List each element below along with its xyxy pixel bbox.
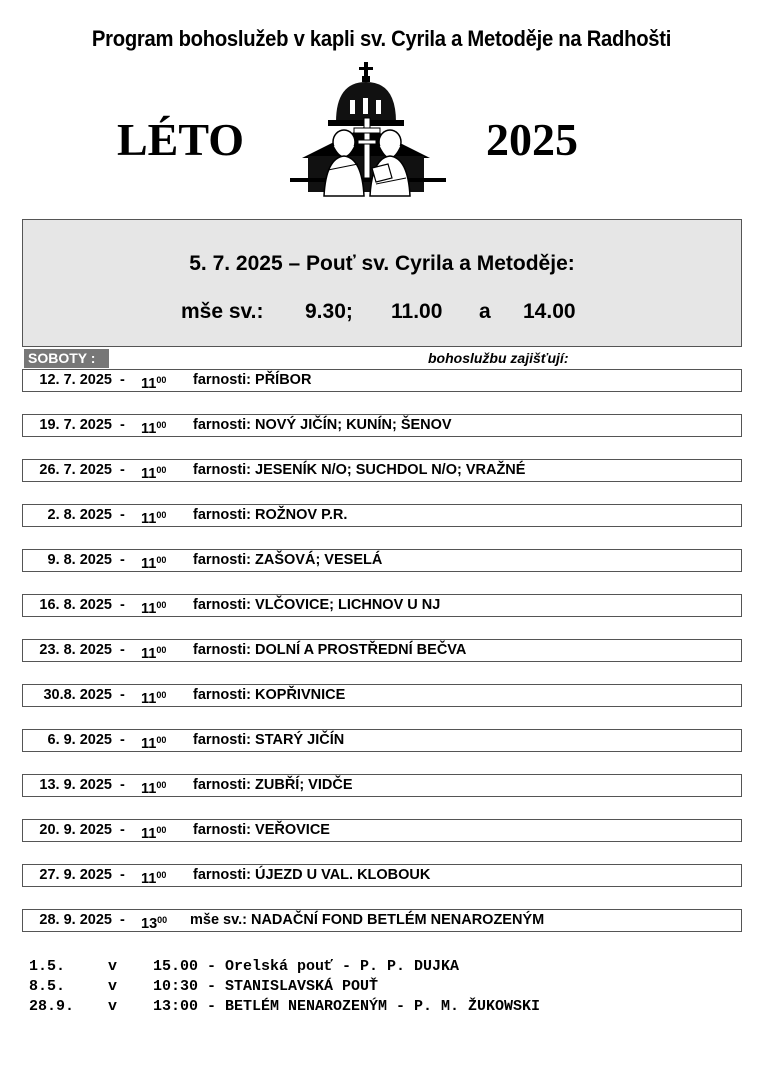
row-date: 26. 7. 2025 bbox=[39, 462, 112, 478]
schedule-row bbox=[22, 684, 742, 707]
chapel-saints-icon bbox=[288, 60, 448, 198]
row-minutes: 00 bbox=[156, 510, 167, 520]
row-minutes: 00 bbox=[156, 555, 167, 565]
row-dash: - bbox=[120, 777, 125, 793]
row-hour: 11 bbox=[141, 691, 157, 707]
row-time bbox=[141, 820, 166, 845]
row-minutes: 00 bbox=[156, 600, 167, 610]
page-title: Program bohoslužeb v kapli sv. Cyrila a Metoděje na Radhošti bbox=[91, 26, 672, 51]
row-parishes: farnosti: ÚJEZD U VAL. KLOBOUK bbox=[193, 867, 431, 883]
row-date: 23. 8. 2025 bbox=[39, 642, 112, 658]
row-hour: 11 bbox=[141, 511, 157, 527]
mass-time-2: 11.00 bbox=[391, 300, 443, 323]
schedule-row bbox=[22, 459, 742, 482]
row-date: 20. 9. 2025 bbox=[39, 822, 112, 838]
row-hour: 11 bbox=[141, 781, 157, 797]
row-dash: - bbox=[120, 732, 125, 748]
row-hour: 11 bbox=[141, 826, 157, 842]
row-dash: - bbox=[120, 552, 125, 568]
schedule-row bbox=[22, 909, 742, 932]
row-minutes: 00 bbox=[156, 690, 167, 700]
row-time bbox=[141, 460, 166, 485]
row-dash: - bbox=[120, 507, 125, 523]
row-dash: - bbox=[120, 597, 125, 613]
row-dash: - bbox=[120, 417, 125, 433]
extra-event-text: 13:00 - BETLÉM NENAROZENÝM - P. M. ŽUKOWSKI bbox=[153, 998, 541, 1015]
row-date: 27. 9. 2025 bbox=[39, 867, 112, 883]
extra-event-date: 1.5. bbox=[28, 958, 65, 975]
row-parishes: mše sv.: NADAČNÍ FOND BETLÉM NENAROZENÝM bbox=[190, 912, 545, 928]
row-parishes: farnosti: ROŽNOV P.R. bbox=[193, 507, 348, 523]
row-parishes: farnosti: JESENÍK N/O; SUCHDOL N/O; VRAŽNÉ bbox=[193, 462, 526, 478]
row-hour: 11 bbox=[141, 556, 157, 572]
mass-time-1: 9.30; bbox=[305, 300, 353, 323]
row-time bbox=[141, 775, 166, 800]
row-time bbox=[141, 415, 166, 440]
extra-event-prep: v bbox=[108, 958, 118, 975]
row-date: 28. 9. 2025 bbox=[39, 912, 112, 928]
row-time bbox=[141, 505, 166, 530]
pilgrimage-title: 5. 7. 2025 – Pouť sv. Cyrila a Metoděje: bbox=[189, 252, 575, 275]
extra-event-prep: v bbox=[108, 998, 118, 1015]
row-hour: 11 bbox=[141, 376, 157, 392]
schedule-row bbox=[22, 819, 742, 842]
row-hour: 11 bbox=[141, 601, 157, 617]
row-time bbox=[141, 550, 166, 575]
row-date: 13. 9. 2025 bbox=[39, 777, 112, 793]
row-time bbox=[141, 910, 167, 935]
row-date: 9. 8. 2025 bbox=[47, 552, 112, 568]
schedule-row bbox=[22, 639, 742, 662]
row-hour: 11 bbox=[141, 646, 157, 662]
schedule-row bbox=[22, 864, 742, 887]
schedule-row bbox=[22, 549, 742, 572]
row-time bbox=[141, 865, 166, 890]
row-minutes: 00 bbox=[156, 375, 167, 385]
row-hour: 13 bbox=[141, 916, 158, 932]
row-dash: - bbox=[120, 372, 125, 388]
row-hour: 11 bbox=[141, 421, 157, 437]
row-time bbox=[141, 370, 166, 395]
row-dash: - bbox=[120, 462, 125, 478]
extra-event-date: 8.5. bbox=[28, 978, 65, 995]
row-minutes: 00 bbox=[156, 465, 167, 475]
mass-label: mše sv.: bbox=[181, 300, 264, 323]
row-parishes: farnosti: VLČOVICE; LICHNOV U NJ bbox=[193, 597, 441, 613]
row-minutes: 00 bbox=[156, 420, 167, 430]
extra-event bbox=[0, 997, 763, 1017]
extra-event-prep: v bbox=[108, 978, 118, 995]
row-date: 6. 9. 2025 bbox=[47, 732, 112, 748]
saturdays-label: SOBOTY : bbox=[24, 349, 109, 368]
schedule-row bbox=[22, 729, 742, 752]
row-date: 19. 7. 2025 bbox=[39, 417, 112, 433]
row-dash: - bbox=[120, 867, 125, 883]
row-minutes: 00 bbox=[156, 825, 167, 835]
row-time bbox=[141, 640, 166, 665]
row-date: 16. 8. 2025 bbox=[39, 597, 112, 613]
row-minutes: 00 bbox=[156, 645, 167, 655]
row-parishes: farnosti: ZAŠOVÁ; VESELÁ bbox=[193, 552, 383, 568]
row-hour: 11 bbox=[141, 466, 157, 482]
extra-event bbox=[0, 957, 763, 977]
mass-time-3: 14.00 bbox=[523, 300, 576, 323]
row-date: 12. 7. 2025 bbox=[39, 372, 112, 388]
row-parishes: farnosti: ZUBŘÍ; VIDČE bbox=[193, 777, 353, 793]
extra-event-text: 10:30 - STANISLAVSKÁ POUŤ bbox=[153, 978, 379, 995]
row-minutes: 00 bbox=[156, 735, 167, 745]
row-minutes: 00 bbox=[156, 780, 167, 790]
row-parishes: farnosti: KOPŘIVNICE bbox=[193, 687, 346, 703]
row-dash: - bbox=[120, 687, 125, 703]
row-parishes: farnosti: PŘÍBOR bbox=[193, 372, 312, 388]
extra-event bbox=[0, 977, 763, 997]
row-time bbox=[141, 685, 166, 710]
row-time bbox=[141, 595, 166, 620]
schedule-row bbox=[22, 504, 742, 527]
extra-event-date: 28.9. bbox=[28, 998, 74, 1015]
row-dash: - bbox=[120, 642, 125, 658]
row-hour: 11 bbox=[141, 871, 157, 887]
schedule-row bbox=[22, 369, 742, 392]
row-hour: 11 bbox=[141, 736, 157, 752]
row-parishes: farnosti: STARÝ JIČÍN bbox=[193, 732, 345, 748]
schedule-row bbox=[22, 594, 742, 617]
row-minutes: 00 bbox=[157, 915, 168, 925]
mass-conjunction: a bbox=[479, 300, 491, 323]
provided-by-label: bohoslužbu zajišťují: bbox=[428, 350, 569, 366]
row-dash: - bbox=[120, 822, 125, 838]
year-label: 2025 bbox=[486, 114, 578, 165]
row-date: 2. 8. 2025 bbox=[47, 507, 112, 523]
season-label: LÉTO bbox=[117, 114, 244, 165]
row-parishes: farnosti: DOLNÍ A PROSTŘEDNÍ BEČVA bbox=[193, 642, 467, 658]
row-time bbox=[141, 730, 166, 755]
row-date: 30.8. 2025 bbox=[43, 687, 112, 703]
schedule-row bbox=[22, 774, 742, 797]
row-parishes: farnosti: NOVÝ JIČÍN; KUNÍN; ŠENOV bbox=[193, 417, 452, 433]
pilgrimage-box bbox=[22, 219, 742, 347]
schedule-row bbox=[22, 414, 742, 437]
extra-event-text: 15.00 - Orelská pouť - P. P. DUJKA bbox=[153, 958, 460, 975]
row-parishes: farnosti: VEŘOVICE bbox=[193, 822, 330, 838]
row-dash: - bbox=[120, 912, 125, 928]
row-minutes: 00 bbox=[156, 870, 167, 880]
